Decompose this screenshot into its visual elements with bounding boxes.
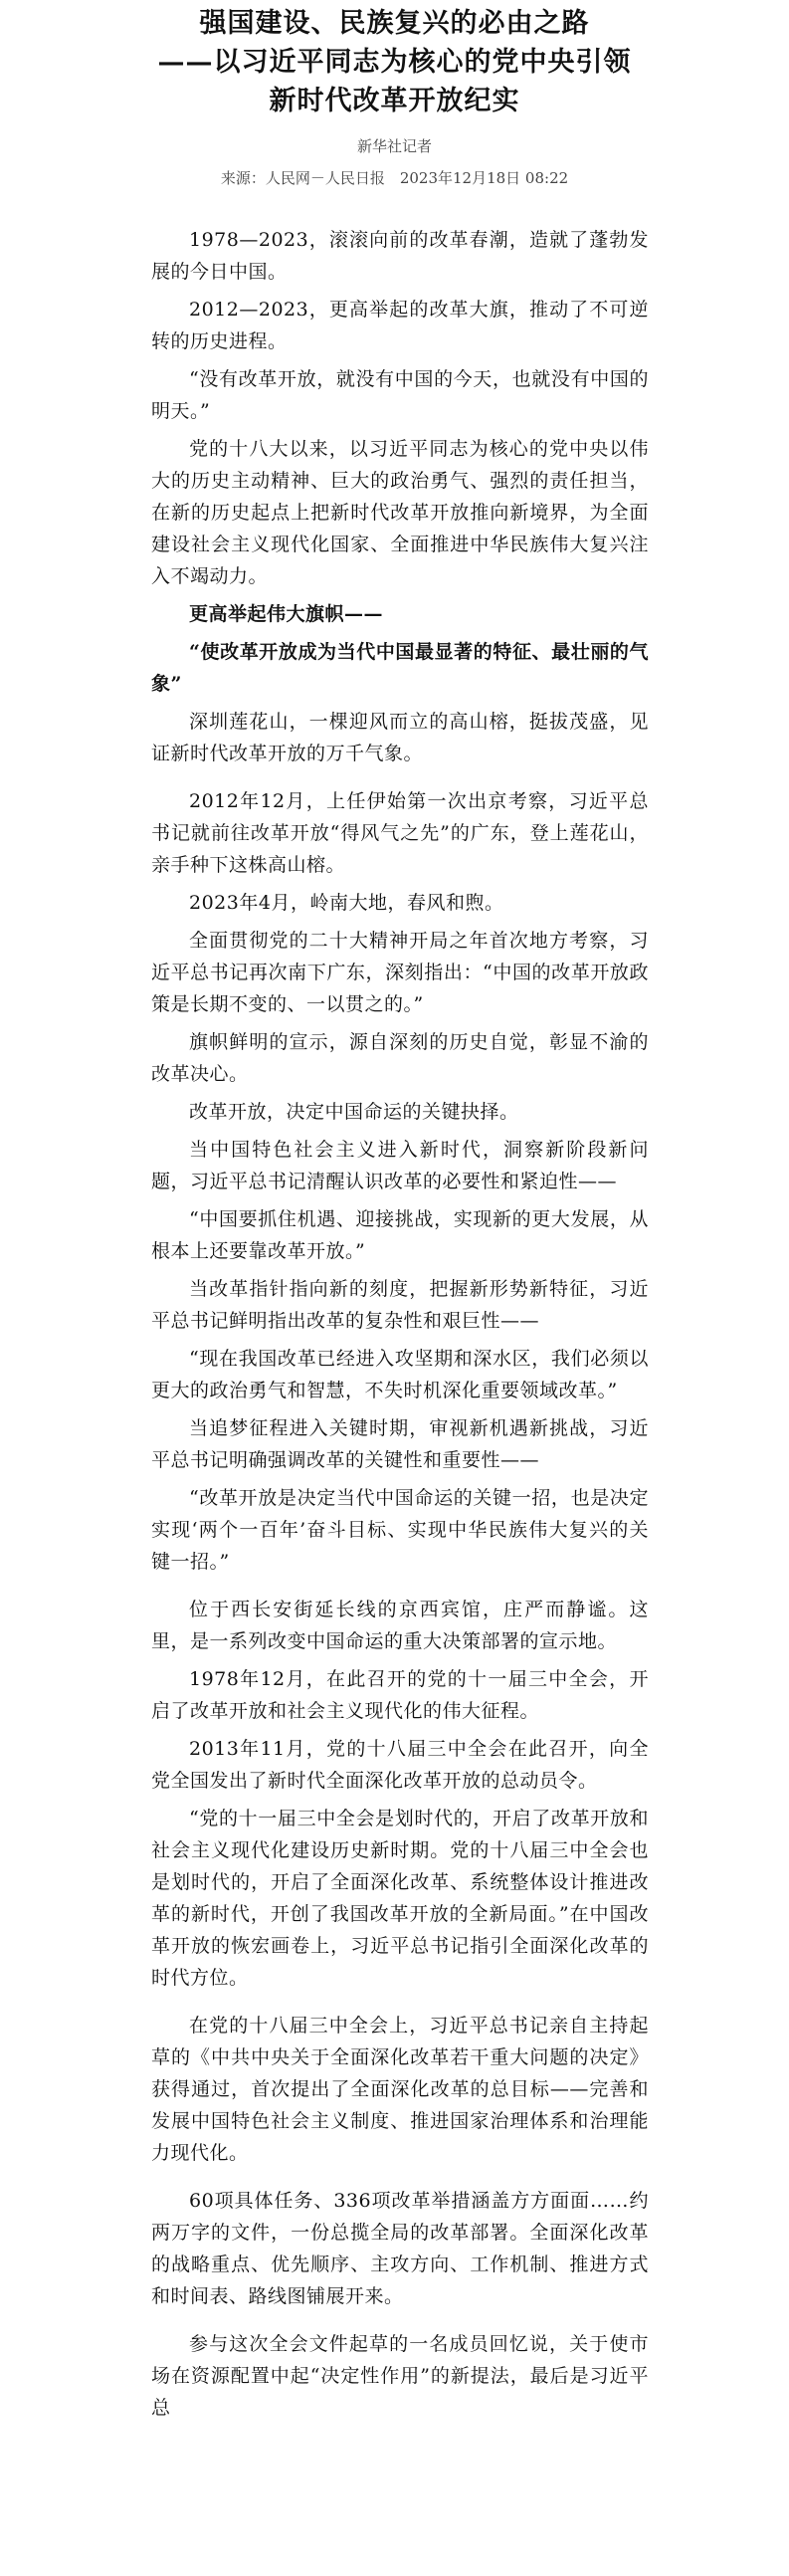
article-body [151,224,649,2430]
paragraph: 1978—2023，滚滚向前的改革春潮，造就了蓬勃发展的今日中国。 [151,229,649,283]
paragraph: 2023年4月，岭南大地，春风和煦。 [189,892,504,914]
article-header [0,0,789,188]
section-subheading: “使改革开放成为当代中国最显著的特征、最壮丽的气象” [151,641,649,695]
quote-paragraph: “没有改革开放，就没有中国的今天，也就没有中国的明天。” [151,368,649,422]
paragraph: 60项具体任务、336项改革举措涵盖方方面面……约两万字的文件，一份总揽全局的改革部署。全面深化改革的战略重点、优先顺序、主攻方向、工作机制、推进方式和时间表、路线图铺展开来。 [151,2190,649,2307]
paragraph: 深圳莲花山，一棵迎风而立的高山榕，挺拔茂盛，见证新时代改革开放的万千气象。 [151,711,649,764]
quote-paragraph: “中国要抓住机遇、迎接挑战，实现新的更大发展，从根本上还要靠改革开放。” [151,1208,649,1262]
paragraph: 党的十八大以来，以习近平同志为核心的党中央以伟大的历史主动精神、巨大的政治勇气、强烈的责任担当，在新的历史起点上把新时代改革开放推向新境界，为全面建设社会主义现代化国家、全面推进中华民族伟大复兴注入不竭动力。 [151,438,649,587]
section-heading: 更高举起伟大旗帜—— [189,603,384,625]
paragraph: 参与这次全会文件起草的一名成员回忆说，关于使市场在资源配置中起“决定性作用”的新提法，最后是习近平总 [151,2333,649,2419]
quote-paragraph: “改革开放是决定当代中国命运的关键一招，也是决定实现‘两个一百年’奋斗目标、实现中华民族伟大复兴的关键一招。” [151,1487,649,1573]
article-title [0,0,789,120]
paragraph: 改革开放，决定中国命运的关键抉择。 [189,1101,519,1123]
article-author: 新华社记者 [356,137,432,155]
title-line-2: ——以习近平同志为核心的党中央引领 [157,47,632,78]
paragraph: 2012—2023，更高举起的改革大旗，推动了不可逆转的历史进程。 [151,299,649,352]
title-line-1: 强国建设、民族复兴的必由之路 [199,8,590,39]
article-source: 来源：人民网－人民日报 2023年12月18日 08:22 [220,169,569,187]
paragraph: 1978年12月，在此召开的党的十一届三中全会，开启了改革开放和社会主义现代化的伟大征程。 [151,1668,649,1722]
paragraph: 当改革指针指向新的刻度，把握新形势新特征，习近平总书记鲜明指出改革的复杂性和艰巨性—— [151,1278,649,1332]
paragraph: 2013年11月，党的十八届三中全会在此召开，向全党全国发出了新时代全面深化改革开放的总动员令。 [151,1738,649,1792]
paragraph: 全面贯彻党的二十大精神开局之年首次地方考察，习近平总书记再次南下广东，深刻指出：“中国的改革开放政策是长期不变的、一以贯之的。” [151,930,649,1015]
paragraph: 2012年12月，上任伊始第一次出京考察，习近平总书记就前往改革开放“得风气之先”的广东，登上莲花山，亲手种下这株高山榕。 [151,790,649,876]
paragraph: 位于西长安街延长线的京西宾馆，庄严而静谧。这里，是一系列改变中国命运的重大决策部署的宣示地。 [151,1599,649,1652]
paragraph: 当追梦征程进入关键时期，审视新机遇新挑战，习近平总书记明确强调改革的关键性和重要性—— [151,1417,649,1471]
title-line-3: 新时代改革开放纪实 [269,86,520,116]
paragraph: 旗帜鲜明的宣示，源自深刻的历史自觉，彰显不渝的改革决心。 [151,1031,649,1085]
quote-paragraph: “党的十一届三中全会是划时代的，开启了改革开放和社会主义现代化建设历史新时期。党的十八届三中全会也是划时代的，开启了全面深化改革、系统整体设计推进改革的新时代，开创了我国改革开放的全新局面。”在中国改革开放的恢宏画卷上，习近平总书记指引全面深化改革的时代方位。 [151,1808,649,1989]
paragraph: 在党的十八届三中全会上，习近平总书记亲自主持起草的《中共中央关于全面深化改革若干重大问题的决定》获得通过，首次提出了全面深化改革的总目标——完善和发展中国特色社会主义制度、推进国家治理体系和治理能力现代化。 [151,2015,649,2164]
quote-paragraph: “现在我国改革已经进入攻坚期和深水区，我们必须以更大的政治勇气和智慧，不失时机深化重要领域改革。” [151,1348,649,1401]
paragraph: 当中国特色社会主义进入新时代，洞察新阶段新问题，习近平总书记清醒认识改革的必要性和紧迫性—— [151,1139,649,1192]
